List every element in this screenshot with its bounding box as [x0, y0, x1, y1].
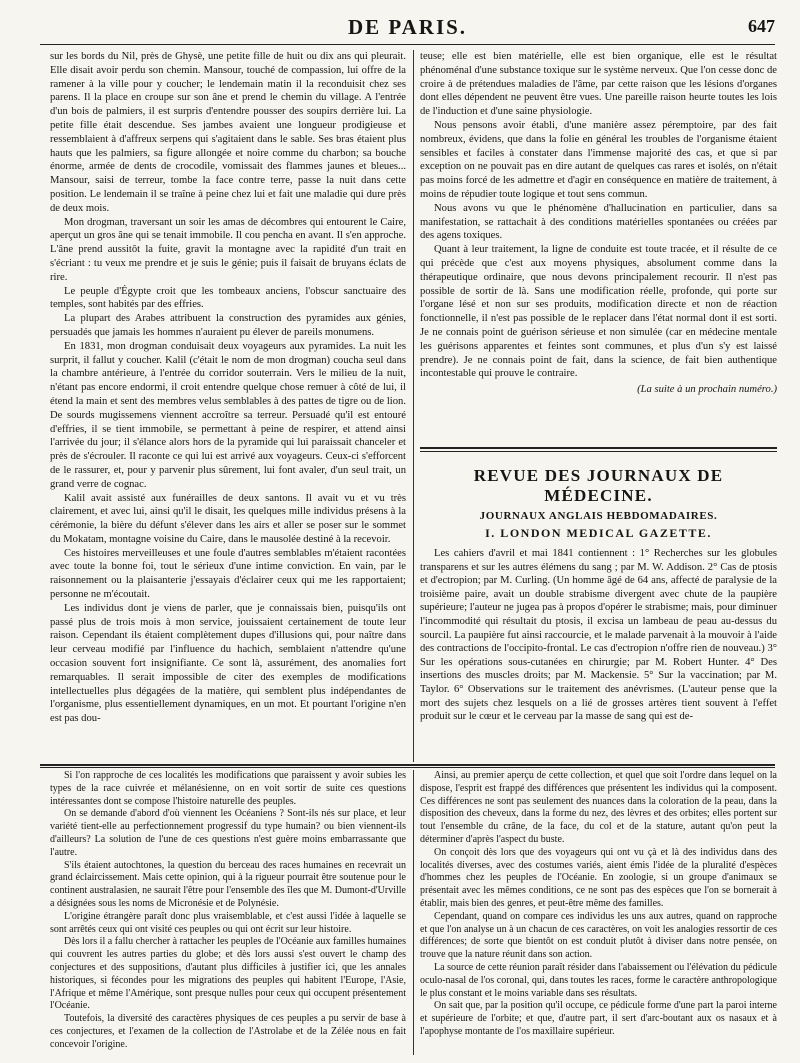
column-divider-bottom — [413, 770, 414, 1055]
paragraph: La source de cette réunion paraît résider dans l'abaissement ou l'élévation du pédicule oculo-nasal de l'os coronal, qui, dans toutes les races, forme le caractère anthropologique le plus constant et le moins variable dans ses résultats. — [420, 961, 777, 999]
paragraph: On sait que, par la position qu'il occupe, ce pédicule forme d'une part la paroi interne et supérieure de l'orbite; et que, d'autre part, il sert d'arc-boutant aux os nasaux et à l'apophyse montante de l'os maxillaire supérieur. — [420, 1000, 777, 1037]
paragraph: Nous avons vu que le phénomène d'hallucination en particulier, dans sa manifestation, se rattachait à des conditions matérielles spontanées ou créées par des agens toxiques. — [420, 202, 777, 242]
paragraph: On se demande d'abord d'où viennent les Océaniens ? Sont-ils nés sur place, et leur variété tient-elle au perfectionnement progressif du type humain? ou bien viennent-ils d'ailleurs? La solution de l'une de ces questions n'est guère moins embarrassante que l'autre. — [50, 808, 406, 858]
paragraph: Les cahiers d'avril et mai 1841 contiennent : 1° Recherches sur les globules transparens et sur les autres élémens du sang ; par M. W. Addison. 2° Cas de ptosis et d'ectropion; par M. Curling. (Un homme âgé de 64 ans, affecté de paralysie de la troisième paire, avait un double strabisme divergent avec chute de la paupière supérieure; l'auteur ne jugea pas à propos d'opérer le strabisme; mais, pour diminuer l'incommodité qui résultait du ptosis, il excisa un lambeau de peau au-dessus du sourcil. La paupière fut ainsi raccourcie, et le malade parvenait à la mouvoir à l'aide des contractions de l'occipito-frontal. Le cas d'ectropion n'offre rien de nouveau.) 3° Sur les opérations sous-cutanées en chirurgie; par M. Robert Hunter. 4° Des insertions des muscles droits; par M. Mackensie. 5° Sur la vaccination; par M. Taylor. 6° Observations sur le traitement des anévrismes. (L'auteur pense que la mort des sujets chez lesquels on a lié de grosses artères tient souvent à l'effet produit sur le cœur et le cerveau par la masse de sang qui est de- — [420, 548, 777, 723]
paragraph: Cependant, quand on compare ces individus les uns aux autres, quand on rapproche et que l'on analyse un à un chacun de ces caractères, on voit les analogies ressortir de ces différences; de sorte que bientôt on est conduit plutôt à diviser dans notre pensée, on trouve que la nature réunit dans son action. — [420, 910, 777, 961]
article-column-right — [420, 50, 777, 446]
paragraph: Ainsi, au premier aperçu de cette collection, et quel que soit l'ordre dans lequel on la dispose, l'esprit est frappé des différences que présentent les individus qui la composent. Ces différences ne sont pas seulement des nuances dans la coloration de la peau, dans la disposition des cheveux, dans la forme du nez, des lèvres et des orbites; elles portent sur tout l'ensemble du crâne, de la face, du col et de la stature, autant qu'on peut la déterminer d'après l'aspect du buste. — [420, 770, 777, 845]
paragraph: Ces histoires merveilleuses et une foule d'autres semblables m'étaient racontées avec toute la bonne foi, tout le sérieux d'une intime conviction. En vain, par le raisonnement ou la plaisanterie j'essayais d'éclairer ceux qui me les rapportaient; personne ne m'écoutait. — [50, 547, 406, 601]
page-header — [40, 12, 775, 45]
section-subtitle: JOURNAUX ANGLAIS HEBDOMADAIRES. — [479, 510, 718, 522]
paragraph: Si l'on rapproche de ces localités les modifications que paraissent y avoir subies les types de la race cuivrée et mélanésienne, on en voit sortir de suite ces questions intéressantes dont se compose l'histoire naturelle des peuples. — [50, 770, 406, 807]
paragraph: S'ils étaient autochtones, la question du berceau des races humaines en recevrait un grand éclaircissement. Mais cette opinion, qui à la rigueur pourrait être soutenue pour le continent australasien, ne saurait l'être pour l'ensemble des îles que M. Dumont-d'Urville a désignées sous les noms de Micronésie et de Polynésie. — [50, 859, 406, 909]
paragraph: Toutefois, la diversité des caractères physiques de ces peuples a pu servir de base à ces conjectures, et l'examen de la collection de l'Astrolabe et de la Zélée nous en fait concevoir l'origine. — [50, 1013, 406, 1050]
feuilleton-rule-2 — [40, 767, 775, 768]
feuilleton-column-left — [50, 770, 406, 1055]
section-body — [420, 547, 777, 724]
paragraph: Dès lors il a fallu chercher à rattacher les peuples de l'Océanie aux familles humaines qui couvrent les autres parties du globe; et dès lors aussi s'est ouvert le champ des conjectures et des suppositions, d'autant plus difficiles à justifier ici, que les annales historiques, si fécondes pour les migrations des peuples qui habitent l'Europe, l'Asie, l'Afrique et même l'Amérique, sont presque nulles pour ceux qui occupent présentement l'Océanie. — [50, 936, 406, 1012]
paragraph: Nous pensons avoir établi, d'une manière assez péremptoire, par des fait nombreux, évidens, que dans la folie en général les troubles de l'organisme étaient sensibles et faciles à constater dans l'immense majorité des cas, et que si par exception on ne pouvait pas en dire autant de quelques cas rares et isolés, on n'était pas moins forcé de les admettre et d'agir en conséquence en matière de traitement, à moins de répudier toute logique et tout sens commun. — [420, 119, 777, 200]
paragraph: Les individus dont je viens de parler, que je connaissais bien, puisqu'ils ont passé plus de trois mois à mon service, jouissaient certainement de toute leur raison. Cependant ils étaient complètement dupes d'illusions qui, pour naître dans leur cerveau modifié par l'influence du hachich, semblaient n'attendre qu'une occasion souvent fort insignifiante. Ce sont là, assurément, des anomalies fort remarquables. Il serait impossible de citer des exemples de modifications intellectuelles plus dégagées de la matière, qui semblent plus indépendantes de l'organisme, plus essentiellement dynamiques, en un mot. Et pourtant l'origine n'en est pas dou- — [50, 602, 406, 725]
paragraph: Kalil avait assisté aux funérailles de deux santons. Il avait vu et vu très clairement, et avec lui, ainsi qu'il le disait, les quelques mille individus présens à la cérémonie, la bière du défunt s'élever dans les airs et aller se poser sur le sommet du Mokatam, montagne voisine du Caire, dans le mausolée destiné à la recevoir. — [50, 492, 406, 545]
feuilleton-column-right — [420, 770, 777, 1055]
paragraph: On conçoit dès lors que des voyageurs qui ont vu çà et là des individus dans des localités diverses, avec des costumes variés, aient émis l'idée de la pluralité d'espèces d'hommes chez les peuples de l'Océanie. En zoologie, si un groupe d'animaux se présentait avec les mêmes conditions, ce ne sont pas des espèces que l'on se bornerait à établir, mais bien des genres, et peut-être même des familles. — [420, 846, 777, 909]
continuation-note: (La suite à un prochain numéro.) — [637, 384, 777, 396]
paragraph: Mon drogman, traversant un soir les amas de décombres qui entourent le Caire, aperçut un gros âne qui se tenait immobile. Il cou pencha en avant. Il s'en approche. L'âne prend aussitôt la fuite, gravit la montagne avec la rapidité d'un trait en s'écriant : tu veux me prendre et je suis le génie; puis il faisait de bruyans éclats de rire. — [50, 216, 406, 283]
review-section — [420, 452, 777, 762]
column-divider-top — [413, 50, 414, 762]
paragraph: sur les bords du Nil, près de Ghysè, une petite fille de huit ou dix ans qui pleurait. Elle disait avoir perdu son chemin. Mansour, touché de compassion, lui offre de la ramener à la ville pour y coucher; le lendemain matin il la reconduisit chez ses parens. Il la place en croupe sur son âne et prend le chemin du village. A l'entrée d'un bois de palmiers, il est surpris d'entendre pousser des soupirs derrière lui. La petite fille était descendue. Ses jambes avaient une longueur prodigieuse et ressemblaient à d'affreux serpens qui s'agitaient dans le sable. Ses bras étaient plus hauts que les palmiers, sa figure allongée et noire comme du charbon; sa bouche énorme, armée de dents de crocodile, vomissait des flammes jaunes et bleues... Mansour, saisi de terreur, tombe la face contre terre, passe la nuit dans cette position. Le lendemain il se traîne à peine chez lui et fait une maladie qui dure près de deux mois. — [50, 51, 406, 214]
page-title: DE PARIS. — [347, 15, 468, 39]
section-title: REVUE DES JOURNAUX DE MÉDECINE. — [473, 466, 724, 505]
feuilleton-rule — [40, 764, 775, 766]
section-journal-heading: I. LONDON MEDICAL GAZETTE. — [485, 526, 712, 540]
section-rule-top — [420, 447, 777, 449]
page-number: 647 — [748, 16, 775, 36]
paragraph: Quant à leur traitement, la ligne de conduite est toute tracée, et il résulte de ce qui précède que c'est aux moyens physiques, absolument comme dans la thérapeutique ordinaire, que nous devons principalement recourir. Il n'est pas possible de sortir de là. Sans une modification réelle, profonde, qui porte sur l'organe lésé et non sur ses produits, modification directe et non de réaction fonctionnelle, il n'est pas possible de le replacer dans l'état normal dont il est sorti. Je ne connais point de guérison sérieuse et non simulée (car en médecine mentale les guérisons apparentes et feintes sont communes, et plus d'un s'y est laissé prendre). Je ne connais point de fait, dans la science, de fait bien authentique incontestable qui prouve le contraire. — [420, 244, 777, 380]
paragraph: L'origine étrangère paraît donc plus vraisemblable, et c'est aussi l'idée à laquelle se sont arrêtés ceux qui ont visité ces peuples ou qui ont écrit sur leur histoire. — [50, 910, 406, 935]
paragraph: En 1831, mon drogman conduisait deux voyageurs aux pyramides. La nuit les surprit, il fallut y coucher. Kalil (c'était le nom de mon drogman) coucha seul dans la chambre antérieure, à l'entrée du corridor souterrain. Vers le milieu de la nuit, n'étant pas encore endormi, il croit entendre quelque chose remuer à côté de lui, il étend la main et sent des membres velus semblables à des pattes de tigre ou de lion. De sourds mugissemens viennent accroître sa terreur. Persuadé qu'il est entouré d'effries, il se tient immobile, se permettant à peine de respirer, et attend ainsi l'arrivée du jour; il s'élance alors hors de la pyramide qui lui paraissait chanceler et près de s'écrouler. Il raconte ce qui lui est arrivé aux voyageurs. Ceux-ci s'efforcent de le rassurer, et, pour y parvenir plus sûrement, lui font avaler, d'un seul trait, un grand verre de cognac. — [50, 340, 406, 490]
paragraph: Le peuple d'Égypte croit que les tombeaux anciens, l'obscur sanctuaire des temples, sont habités par des effries. — [50, 285, 406, 311]
paragraph: teuse; elle est bien matérielle, elle est bien organique, elle est le résultat phénoménal d'une substance toxique sur le système nerveux. Que l'on cesse donc de croire à de prétendues maladies de l'âme, par cette raison que les lésions d'organes dont elles dépendent ne peuvent être vues. Une pareille raison heurte toutes les lois de l'induction et d'une saine physiologie. — [420, 51, 777, 118]
article-column-left — [50, 50, 406, 762]
paragraph: La plupart des Arabes attribuent la construction des pyramides aux génies, persuadés que jamais les hommes n'auraient pu élever de pareils monumens. — [50, 313, 406, 338]
